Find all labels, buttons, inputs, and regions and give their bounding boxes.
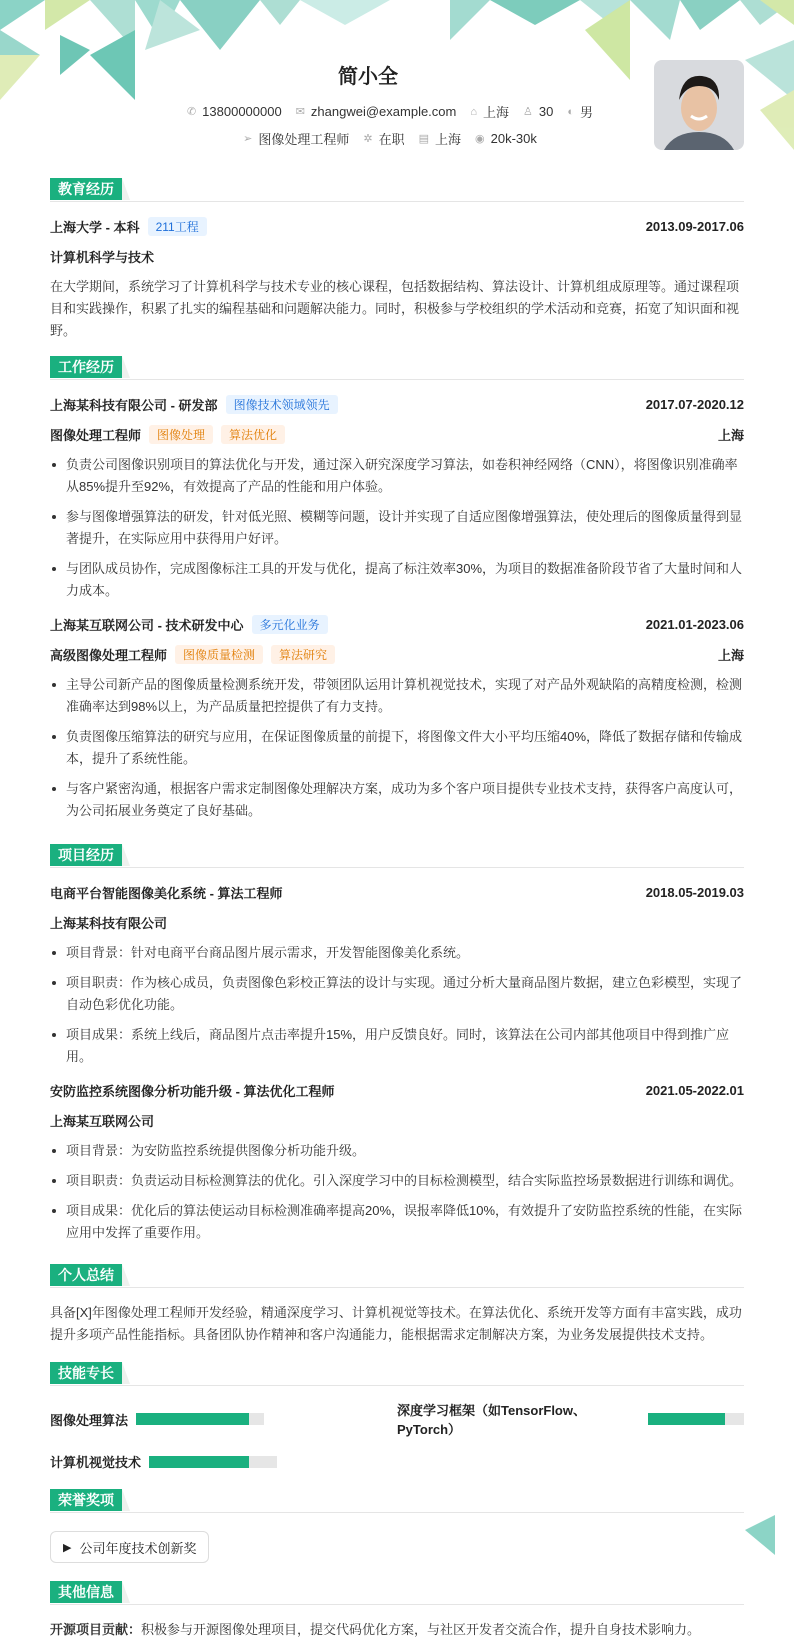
job-intent-row [45,129,735,148]
resume-header [0,0,794,160]
summary-text: 具备[X]年图像处理工程师开发经验，精通深度学习、计算机视觉等技术。在算法优化、系统开发等方面有丰富实践，成功提升多项产品性能指标。具备团队协作精神和客户沟通能力，能根据需求定制解决方案，为业务发展提供技术支持。 [50,1305,742,1342]
project-item [50,1080,744,1244]
project-date: 2021.05-2022.01 [645,1082,744,1098]
work-city: 上海 [435,132,462,147]
school: 上海大学 - 本科 [50,219,140,235]
section-projects [50,844,744,868]
section-awards [50,1489,744,1513]
section-title: 教育经历 [50,178,122,200]
skill-name: 图像处理算法 [50,1412,129,1428]
skill-fill [149,1456,249,1468]
section-summary [50,1264,744,1288]
gender: 男 [580,105,594,120]
bullet: 项目成果：优化后的算法使运动目标检测准确率提高20%，误报率降低10%，有效提升了安防监控系统的性能，在实际应用中发挥了重要作用。 [50,1200,744,1244]
role: 图像处理工程师 [50,427,142,443]
section-title: 荣誉奖项 [50,1489,122,1511]
award-item[interactable] [50,1531,209,1563]
salary-icon: ◉ [475,133,485,145]
resume-body [50,178,744,1649]
work-date: 2021.01-2023.06 [645,616,744,632]
section-title: 技能专长 [50,1362,122,1384]
home-icon: ⌂ [470,105,478,118]
bullet: 项目成果：系统上线后，商品图片点击率提升15%，用户反馈良好。同时，该算法在公司内部其他项目中得到推广应用。 [50,1024,744,1068]
bullet: 主导公司新产品的图像质量检测系统开发，带领团队运用计算机视觉技术，实现了对产品外观缺陷的高精度检测，检测准确率达到98%以上，为产品质量把控提供了有力支持。 [50,674,744,718]
project-name: 安防监控系统图像分析功能升级 - 算法优化工程师 [50,1083,335,1099]
skill-name: 计算机视觉技术 [50,1455,142,1470]
age: 30 [538,104,554,119]
section-skills [50,1362,744,1386]
bullet: 与客户紧密沟通，根据客户需求定制图像处理解决方案，成功为多个客户项目提供专业技术支持，获得客户高度认可，为公司拓展业务奠定了良好基础。 [50,778,744,822]
email-icon: ✉ [295,106,305,118]
section-education [50,178,744,202]
city: 上海 [483,105,510,120]
section-title: 项目经历 [50,844,122,866]
building-icon: ▤ [418,133,429,145]
send-icon: ➢ [243,133,253,145]
bullet: 项目职责：负责运动目标检测算法的优化。引入深度学习中的目标检测模型，结合实际监控场景数据进行训练和调优。 [50,1170,744,1192]
section-other [50,1581,744,1605]
skill-bar [648,1413,744,1425]
other-label: 开源项目贡献： [50,1622,142,1637]
bullet: 项目职责：作为核心成员，负责图像色彩校正算法的设计与实现。通过分析大量商品图片数据，建立色彩模型，实现了自动色彩优化功能。 [50,972,744,1016]
project-item [50,882,744,1068]
phone: 13800000000 [202,104,282,119]
skill-item [50,1452,397,1471]
role-tag: 图像质量检测 [175,645,263,664]
contact-row [45,102,735,121]
role-tag: 算法优化 [221,425,285,444]
avatar-photo [654,60,744,150]
major: 计算机科学与技术 [50,249,155,265]
section-title: 工作经历 [50,356,122,378]
work-item [50,394,744,602]
play-triangle-icon: ▶ [63,1541,72,1554]
edu-date: 2013.09-2017.06 [645,218,744,234]
bullet: 项目背景：为安防监控系统提供图像分析功能升级。 [50,1140,744,1162]
edu-desc: 在大学期间，系统学习了计算机科学与技术专业的核心课程，包括数据结构、算法设计、计算机组成原理等。通过课程项目和实践操作，积累了扎实的编程基础和问题解决能力。同时，积极参与学校组织的学术活动和竞赛，拓宽了知识面和视野。 [50,279,740,338]
candidate-name: 简小全 [338,66,398,88]
position: 图像处理工程师 [258,132,350,147]
section-work [50,356,744,380]
work-date: 2017.07-2020.12 [645,396,744,412]
skill-bar [136,1413,264,1425]
work-item [50,614,744,822]
role-tag: 图像处理 [149,425,213,444]
bullet: 与团队成员协作，完成图像标注工具的开发与优化，提高了标注效率30%，为项目的数据准备阶段节省了大量时间和人力成本。 [50,558,744,602]
section-title: 其他信息 [50,1581,122,1603]
skill-item [50,1400,397,1438]
role-tag: 算法研究 [271,645,335,664]
section-title: 个人总结 [50,1264,122,1286]
project-company: 上海某科技有限公司 [50,915,168,931]
age-icon: ♙ [523,106,533,118]
company: 上海某互联网公司 - 技术研发中心 [50,617,244,633]
work-city: 上海 [717,647,744,663]
skill-item [397,1400,744,1438]
project-name: 电商平台智能图像美化系统 - 算法工程师 [50,885,283,901]
other-info [50,1619,744,1641]
project-date: 2018.05-2019.03 [645,884,744,900]
work-city: 上海 [717,427,744,443]
gender-icon: ◐ [567,105,575,118]
bullet: 负责公司图像识别项目的算法优化与开发，通过深入研究深度学习算法，如卷积神经网络（CNN），将图像识别准确率从85%提升至92%，有效提高了产品的性能和用户体验。 [50,454,744,498]
bullet: 项目背景：针对电商平台商品图片展示需求，开发智能图像美化系统。 [50,942,744,964]
bullet: 参与图像增强算法的研发，针对低光照、模糊等问题，设计并实现了自适应图像增强算法，使处理后的图像质量得到显著提升，在实际应用中获得用户好评。 [50,506,744,550]
company-tag: 图像技术领域领先 [226,395,338,414]
bullet: 负责图像压缩算法的研究与应用，在保证图像质量的前提下，将图像文件大小平均压缩40%，降低了数据存储和传输成本，提升了系统性能。 [50,726,744,770]
skill-fill [648,1413,725,1425]
status-icon: ✲ [363,133,373,145]
email: zhangwei@example.com [310,104,457,119]
skill-name: 深度学习框架（如TensorFlow、PyTorch） [397,1403,586,1437]
award-name: 公司年度技术创新奖 [79,1540,197,1556]
company: 上海某科技有限公司 - 研发部 [50,397,218,413]
skill-bar [149,1456,277,1468]
other-text: 积极参与开源图像处理项目，提交代码优化方案，与社区开发者交流合作，提升自身技术影响力。 [141,1622,701,1637]
status: 在职 [378,132,405,147]
project-company: 上海某互联网公司 [50,1113,155,1129]
role: 高级图像处理工程师 [50,647,168,663]
company-tag: 多元化业务 [252,615,328,634]
school-tag: 211工程 [148,217,207,236]
salary: 20k-30k [490,131,537,146]
phone-icon: ✆ [186,106,197,118]
skill-fill [136,1413,249,1425]
